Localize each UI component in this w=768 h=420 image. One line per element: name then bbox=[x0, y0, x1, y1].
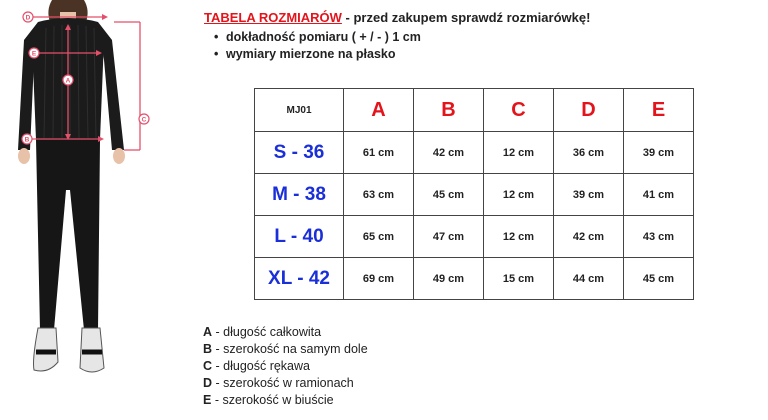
table-cell: 45 cm bbox=[414, 174, 484, 216]
table-cell: 47 cm bbox=[414, 216, 484, 258]
legend-key: A bbox=[203, 325, 213, 339]
table-cell: 12 cm bbox=[484, 132, 554, 174]
table-cell: 42 cm bbox=[554, 216, 624, 258]
legend-key: D bbox=[203, 376, 213, 390]
right-hand bbox=[113, 148, 125, 164]
table-cell: 65 cm bbox=[344, 216, 414, 258]
column-header-a: A bbox=[344, 89, 414, 132]
table-cell: 36 cm bbox=[554, 132, 624, 174]
legend-item bbox=[203, 375, 368, 392]
legend-key: E bbox=[203, 393, 212, 407]
column-header-d: D bbox=[554, 89, 624, 132]
table-cell: 42 cm bbox=[414, 132, 484, 174]
note-flat: • wymiary mierzone na płasko bbox=[214, 46, 421, 63]
heading-brand: TABELA ROZMIARÓW bbox=[204, 10, 342, 25]
table-cell: 69 cm bbox=[344, 258, 414, 300]
table-header-row bbox=[255, 89, 694, 132]
table-row bbox=[255, 258, 694, 300]
note-accuracy: • dokładność pomiaru ( + / - ) 1 cm bbox=[214, 29, 421, 46]
table-cell: 41 cm bbox=[624, 174, 694, 216]
marker-e-label: E bbox=[31, 50, 37, 58]
size-label: S - 36 bbox=[255, 132, 344, 174]
legend-text: - szerokość w biuście bbox=[211, 393, 334, 407]
marker-a-label: A bbox=[65, 77, 71, 85]
size-label: M - 38 bbox=[255, 174, 344, 216]
legend-item bbox=[203, 324, 368, 341]
size-label: L - 40 bbox=[255, 216, 344, 258]
column-header-b: B bbox=[414, 89, 484, 132]
table-cell: 39 cm bbox=[554, 174, 624, 216]
model-code: MJ01 bbox=[255, 89, 344, 132]
table-cell: 63 cm bbox=[344, 174, 414, 216]
table-cell: 15 cm bbox=[484, 258, 554, 300]
legend-text: - szerokość w ramionach bbox=[212, 376, 354, 390]
table-cell: 44 cm bbox=[554, 258, 624, 300]
table-row bbox=[255, 174, 694, 216]
table-cell: 12 cm bbox=[484, 174, 554, 216]
table-cell: 45 cm bbox=[624, 258, 694, 300]
marker-b-label: B bbox=[24, 136, 30, 144]
table-row bbox=[255, 216, 694, 258]
table-cell: 39 cm bbox=[624, 132, 694, 174]
table-row bbox=[255, 132, 694, 174]
measurement-legend bbox=[203, 324, 368, 409]
legend-text: - szerokość na samym dole bbox=[212, 342, 368, 356]
left-hand bbox=[18, 148, 30, 164]
column-header-e: E bbox=[624, 89, 694, 132]
table-cell: 12 cm bbox=[484, 216, 554, 258]
table-cell: 61 cm bbox=[344, 132, 414, 174]
model-figure bbox=[0, 0, 190, 420]
legend-text: - długość całkowita bbox=[212, 325, 322, 339]
marker-c-label: C bbox=[141, 116, 147, 124]
size-table bbox=[254, 88, 694, 300]
legend-key: B bbox=[203, 342, 213, 356]
legend-item bbox=[203, 392, 368, 409]
size-label: XL - 42 bbox=[255, 258, 344, 300]
legend-item bbox=[203, 358, 368, 375]
legend-key: C bbox=[203, 359, 213, 373]
legend-text: - długość rękawa bbox=[212, 359, 310, 373]
marker-d-label: D bbox=[25, 14, 31, 22]
table-cell: 49 cm bbox=[414, 258, 484, 300]
notes-list bbox=[214, 29, 421, 63]
legend-item bbox=[203, 341, 368, 358]
leggings bbox=[36, 140, 100, 330]
heading-rest: - przed zakupem sprawdź rozmiarówkę! bbox=[341, 10, 591, 25]
table-cell: 43 cm bbox=[624, 216, 694, 258]
page-heading bbox=[204, 10, 590, 25]
column-header-c: C bbox=[484, 89, 554, 132]
